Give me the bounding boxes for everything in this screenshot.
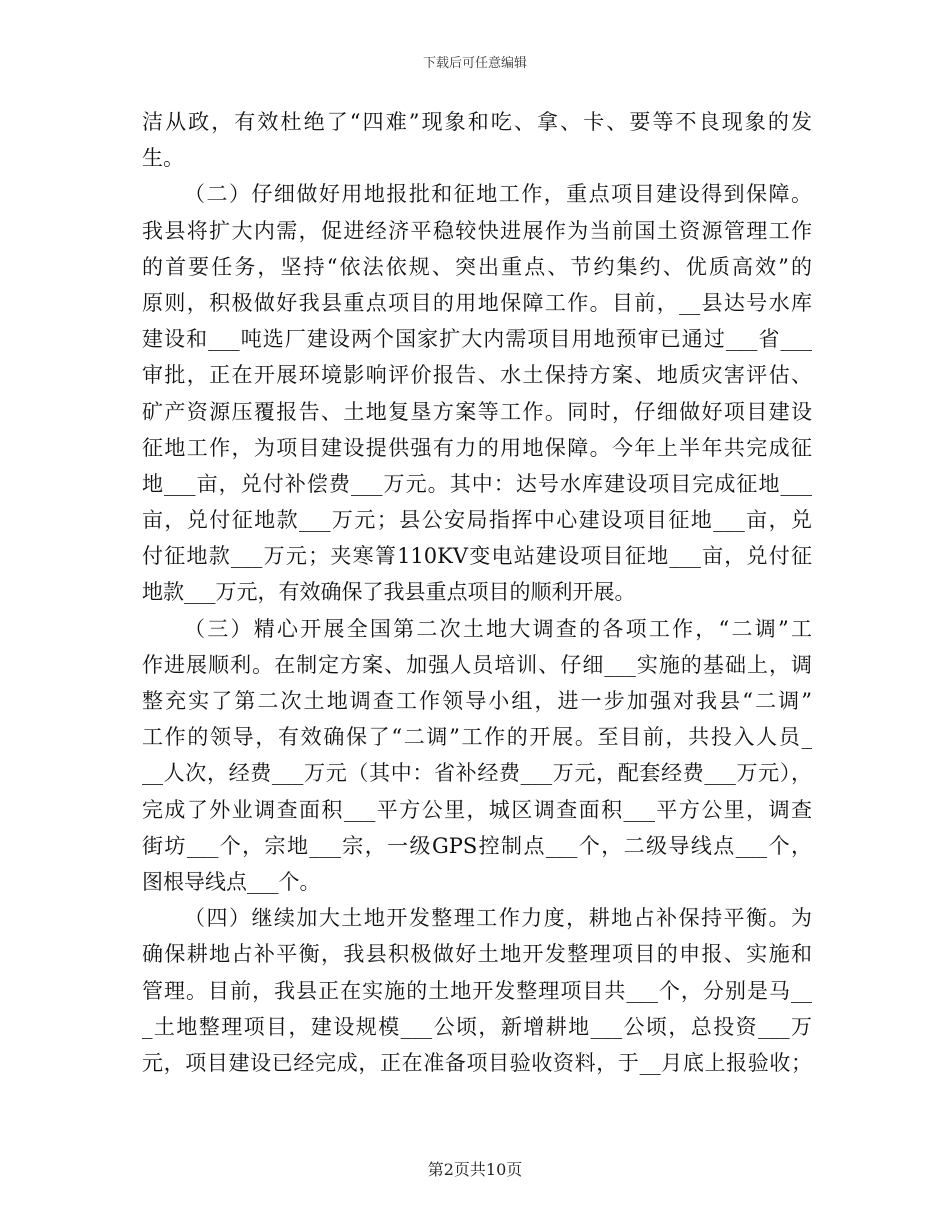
- document-body: [142, 104, 812, 1081]
- paragraph-line: 洁从政，有效杜绝了“四难”现象和吃、拿、卡、要等不良现象的发: [142, 110, 812, 134]
- paragraph-line: 街坊___个，宗地___宗，一级GPS控制点___个，二级导线点___个，: [142, 833, 812, 858]
- paragraph-line: 我县将扩大内需，促进经济平稳较快进展作为当前国土资源管理工作: [142, 218, 812, 243]
- paragraph-line: 工作的领导，有效确保了“二调”工作的开展。至目前，共投入人员_: [142, 725, 812, 750]
- paragraph-line: 付征地款___万元；夹寒箐110KV变电站建设项目征地___亩，兑付征: [142, 544, 812, 569]
- paragraph-line: （二）仔细做好用地报批和征地工作，重点项目建设得到保障。: [184, 182, 812, 207]
- paragraph-line: 地款___万元，有效确保了我县重点项目的顺利开展。: [142, 580, 636, 605]
- paragraph-line: _土地整理项目，建设规模___公顷，新增耕地___公顷，总投资___万: [142, 1014, 812, 1039]
- paragraph-line: 征地工作，为项目建设提供强有力的用地保障。今年上半年共完成征: [142, 435, 812, 460]
- paragraph-line: （三）精心开展全国第二次土地大调查的各项工作，“二调”工: [184, 616, 812, 641]
- paragraph-line: 原则，积极做好我县重点项目的用地保障工作。目前，__县达号水库: [142, 290, 812, 315]
- paragraph-line: 图根导线点___个。: [142, 869, 321, 894]
- paragraph-line: 审批，正在开展环境影响评价报告、水土保持方案、地质灾害评估、: [142, 363, 812, 388]
- paragraph-line: （四）继续加大土地开发整理工作力度，耕地占补保持平衡。为: [184, 906, 812, 931]
- paragraph-line: 的首要任务，坚持“依法依规、突出重点、节约集约、优质高效”的: [142, 254, 812, 279]
- paragraph-line: 确保耕地占补平衡，我县积极做好土地开发整理项目的申报、实施和: [142, 942, 812, 967]
- page-header: 下载后可任意编辑: [422, 56, 527, 71]
- paragraph-line: 管理。目前，我县正在实施的土地开发整理项目共___个，分别是马__: [142, 978, 812, 1003]
- paragraph-line: 亩，兑付征地款___万元；县公安局指挥中心建设项目征地___亩，兑: [142, 508, 812, 533]
- paragraph-line: 完成了外业调查面积___平方公里，城区调查面积___平方公里，调查: [142, 797, 812, 822]
- paragraph-line: 元，项目建设已经完成，正在准备项目验收资料，于__月底上报验收；: [142, 1050, 812, 1075]
- paragraph-line: 地___亩，兑付补偿费___万元。其中：达号水库建设项目完成征地___: [142, 471, 812, 496]
- paragraph-line: 整充实了第二次土地调查工作领导小组，进一步加强对我县“二调”: [142, 689, 812, 713]
- paragraph-line: 矿产资源压覆报告、土地复垦方案等工作。同时，仔细做好项目建设: [142, 399, 812, 424]
- paragraph-line: 建设和___吨选厂建设两个国家扩大内需项目用地预审已通过___省___: [142, 327, 812, 352]
- paragraph-line: 生。: [142, 146, 184, 171]
- page-number-footer: 第2页共10页: [427, 1160, 523, 1179]
- paragraph-line: __人次，经费___万元（其中：省补经费___万元，配套经费___万元），: [142, 761, 812, 786]
- paragraph-line: 作进展顺利。在制定方案、加强人员培训、仔细___实施的基础上，调: [142, 652, 812, 677]
